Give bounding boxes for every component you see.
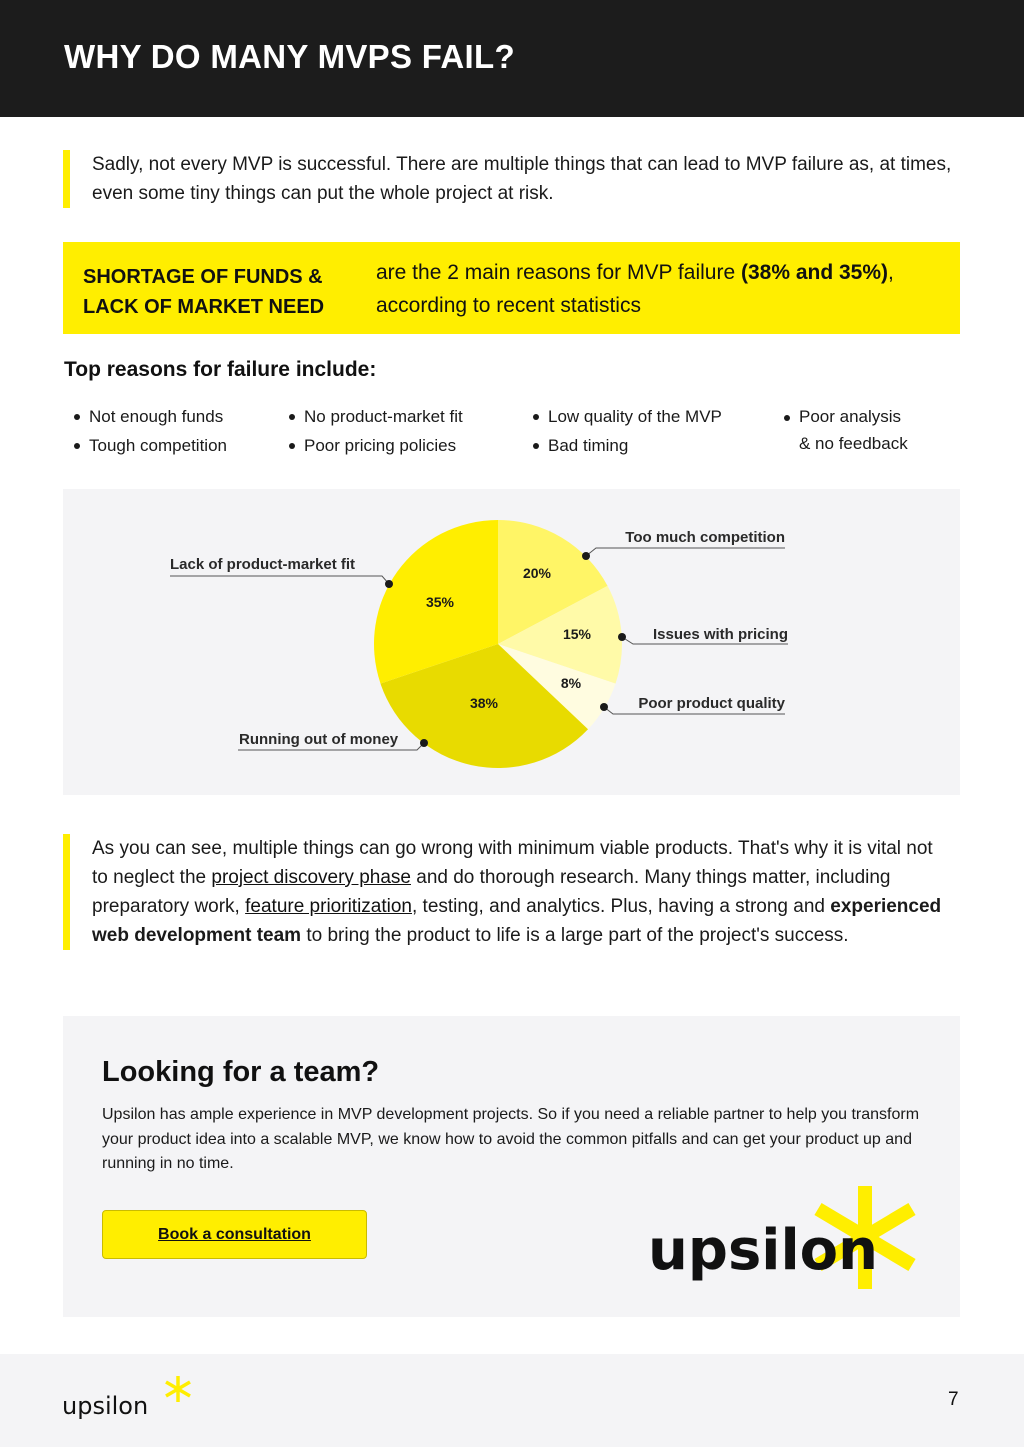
leader-dot (618, 633, 626, 641)
slice-category-label: Poor product quality (638, 695, 785, 712)
chart-panel (63, 489, 960, 795)
feature-prioritization-link[interactable]: feature prioritization (245, 896, 412, 917)
reasons-column-3 (532, 402, 722, 460)
project-discovery-link[interactable]: project discovery phase (211, 867, 411, 888)
list-item: Tough competition (73, 431, 227, 460)
leader-dot (600, 703, 608, 711)
list-item: Poor analysis & no feedback (783, 403, 908, 457)
banner-text: are the 2 main reasons for MVP failure (38% and 35%), according to recent statistics (376, 261, 894, 317)
intro-quote: Sadly, not every MVP is successful. There are multiple things that can lead to MVP failure as, at times, even some tiny things can put the whole project at risk. (63, 150, 953, 208)
list-item: Poor pricing policies (288, 431, 463, 460)
reasons-column-2 (288, 402, 463, 460)
pie-chart (63, 489, 960, 795)
conclusion-quote: As you can see, multiple things can go wrong with minimum viable products. That's why it is vital not to neglect the project discovery phase and do thorough research. Many things matter, including preparatory work, feature prioritization, testing, and analytics. Plus, having a strong and experienced web development team to bring the product to life is a large part of the project's success. (63, 834, 953, 950)
slice-category-label: Too much competition (625, 529, 785, 546)
dev-team-emphasis: experienced web development team (92, 896, 942, 946)
leader-dot (582, 552, 590, 560)
leader-dot (385, 580, 393, 588)
cta-title: Looking for a team? (102, 1056, 380, 1088)
slice-value-label: 15% (562, 626, 592, 642)
page-title: WHY DO MANY MVPS FAIL? (64, 38, 515, 75)
leader-dot (420, 739, 428, 747)
book-consultation-button[interactable]: Book a consultation (102, 1210, 367, 1259)
list-item: No product-market fit (288, 402, 463, 431)
banner-highlight: SHORTAGE OF FUNDS & LACK OF MARKET NEED (83, 266, 325, 318)
slice-category-label: Issues with pricing (652, 626, 788, 643)
reasons-heading: Top reasons for failure include: (64, 358, 377, 381)
page-footer (0, 1354, 1024, 1447)
page-header (0, 0, 1024, 117)
slice-value-label: 35% (425, 594, 455, 610)
list-item: Not enough funds (73, 402, 227, 431)
svg-text:upsilon: upsilon (648, 1218, 879, 1283)
leader-line (170, 576, 389, 584)
svg-text:upsilon: upsilon (62, 1392, 149, 1420)
reasons-column-4 (783, 403, 908, 457)
cta-panel (63, 1016, 960, 1317)
slice-value-label: 20% (522, 565, 552, 581)
slice-value-label: 38% (469, 695, 499, 711)
slice-category-label: Lack of product-market fit (170, 556, 356, 573)
slice-category-label: Running out of money (239, 731, 399, 748)
slice-value-label: 8% (560, 675, 582, 691)
upsilon-logo (643, 1181, 933, 1296)
list-item: Low quality of the MVP (532, 402, 722, 431)
cta-text: Upsilon has ample experience in MVP development projects. So if you need a reliable partner to help you transform your product idea into a scalable MVP, we know how to avoid the common pitfalls and can get your product up and running in no time. (102, 1106, 920, 1172)
leader-line (586, 548, 785, 556)
reasons-column-1 (73, 402, 227, 460)
asterisk-icon (166, 1376, 190, 1402)
stat-banner (63, 242, 960, 334)
banner-stat: (38% and 35%) (740, 261, 889, 284)
page-number: 7 (948, 1389, 959, 1410)
list-item: Bad timing (532, 431, 722, 460)
footer-logo (60, 1374, 195, 1424)
